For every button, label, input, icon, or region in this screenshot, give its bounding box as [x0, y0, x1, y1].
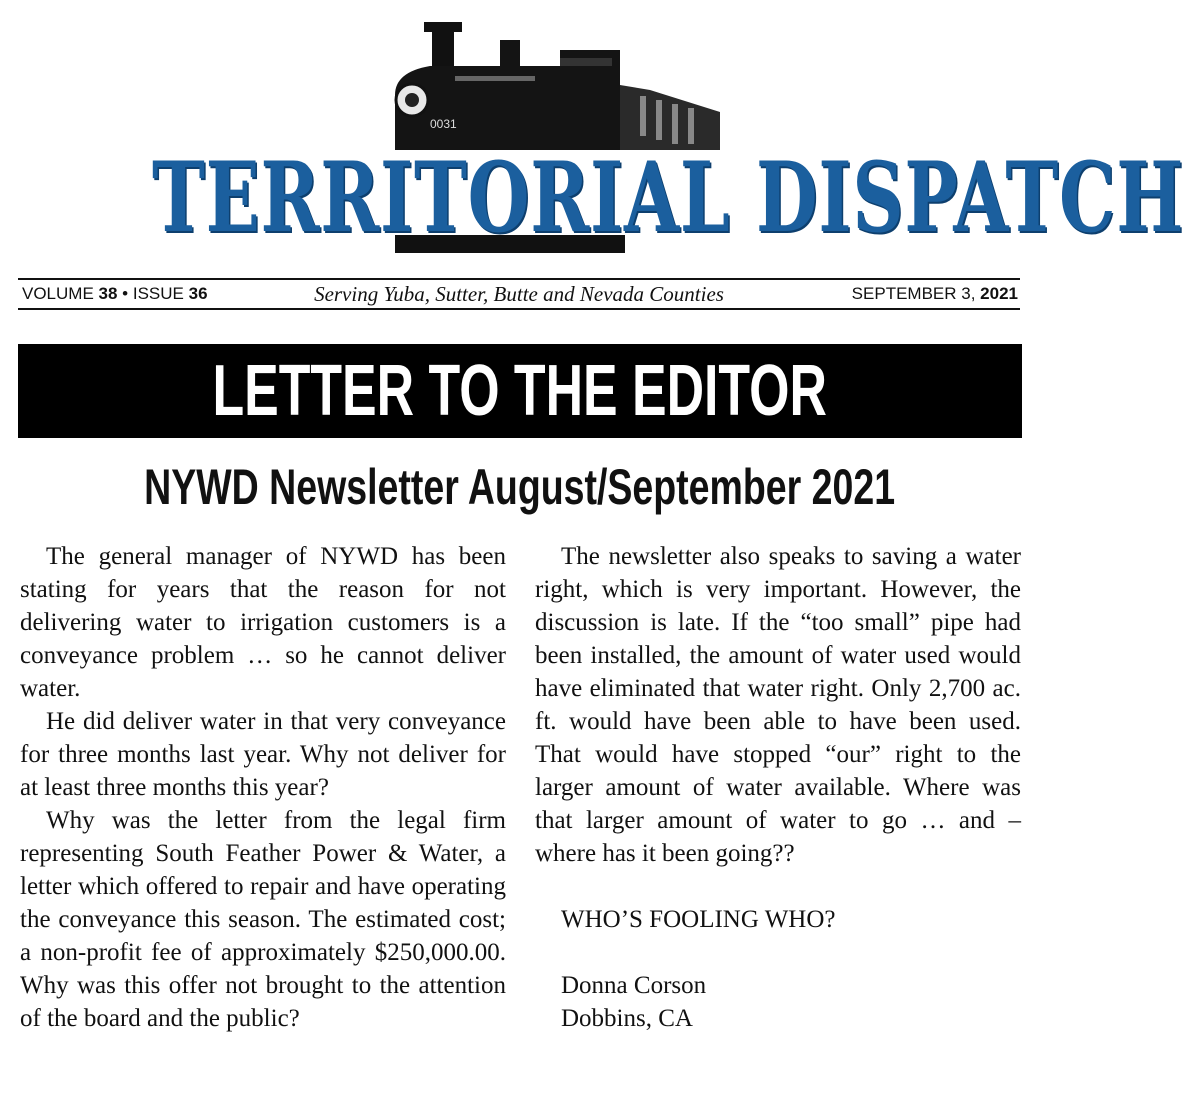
masthead-rule-bottom	[18, 308, 1020, 310]
author-name: Donna Corson	[561, 972, 707, 999]
author-location: Dobbins, CA	[561, 1005, 693, 1032]
section-banner: LETTER TO THE EDITOR	[18, 344, 1022, 438]
masthead	[0, 0, 1184, 280]
article-column-right	[535, 540, 1021, 1035]
issue-date: SEPTEMBER 3, 2021	[851, 284, 1018, 303]
paragraph: He did deliver water in that very conveyance for three months last year. Why not deliver for at least three months this year?	[20, 708, 506, 801]
article-column-left	[20, 540, 506, 1035]
paragraph: The general manager of NYWD has been stating for years that the reason for not delivering water to irrigation customers is a conveyance problem … so he cannot deliver water.	[20, 543, 506, 702]
article-headline: NYWD Newsletter August/September 2021	[144, 459, 896, 515]
tagline: Serving Yuba, Sutter, Butte and Nevada Counties	[314, 282, 724, 306]
locomotive-number: 0031	[430, 117, 457, 131]
masthead-rule-top	[18, 278, 1020, 280]
volume-issue: VOLUME 38 • ISSUE 36	[22, 284, 208, 303]
paragraph: The newsletter also speaks to saving a water right, which is very important. However, the discussion is late. If the “too small” pipe had been installed, the amount of water used would have eliminated that water right. Only 2,700 ac. ft. would have been able to have been used. That would have stopped “our” right to the larger amount of water available. Where was that larger amount of water to go … and – where has it been going??	[535, 543, 1021, 867]
paragraph: Why was the letter from the legal firm representing South Feather Power & Water, a letter which offered to repair and have operating the conveyance this season. The estimated cost; a non-profit fee of approximately $250,000.00. Why was this offer not brought to the attention of the board and the public?	[20, 807, 506, 1032]
closing-line: WHO’S FOOLING WHO?	[561, 906, 836, 933]
masthead-title: TERRITORIAL DISPATCH	[152, 141, 1184, 254]
issue-info-bar	[18, 281, 1020, 307]
